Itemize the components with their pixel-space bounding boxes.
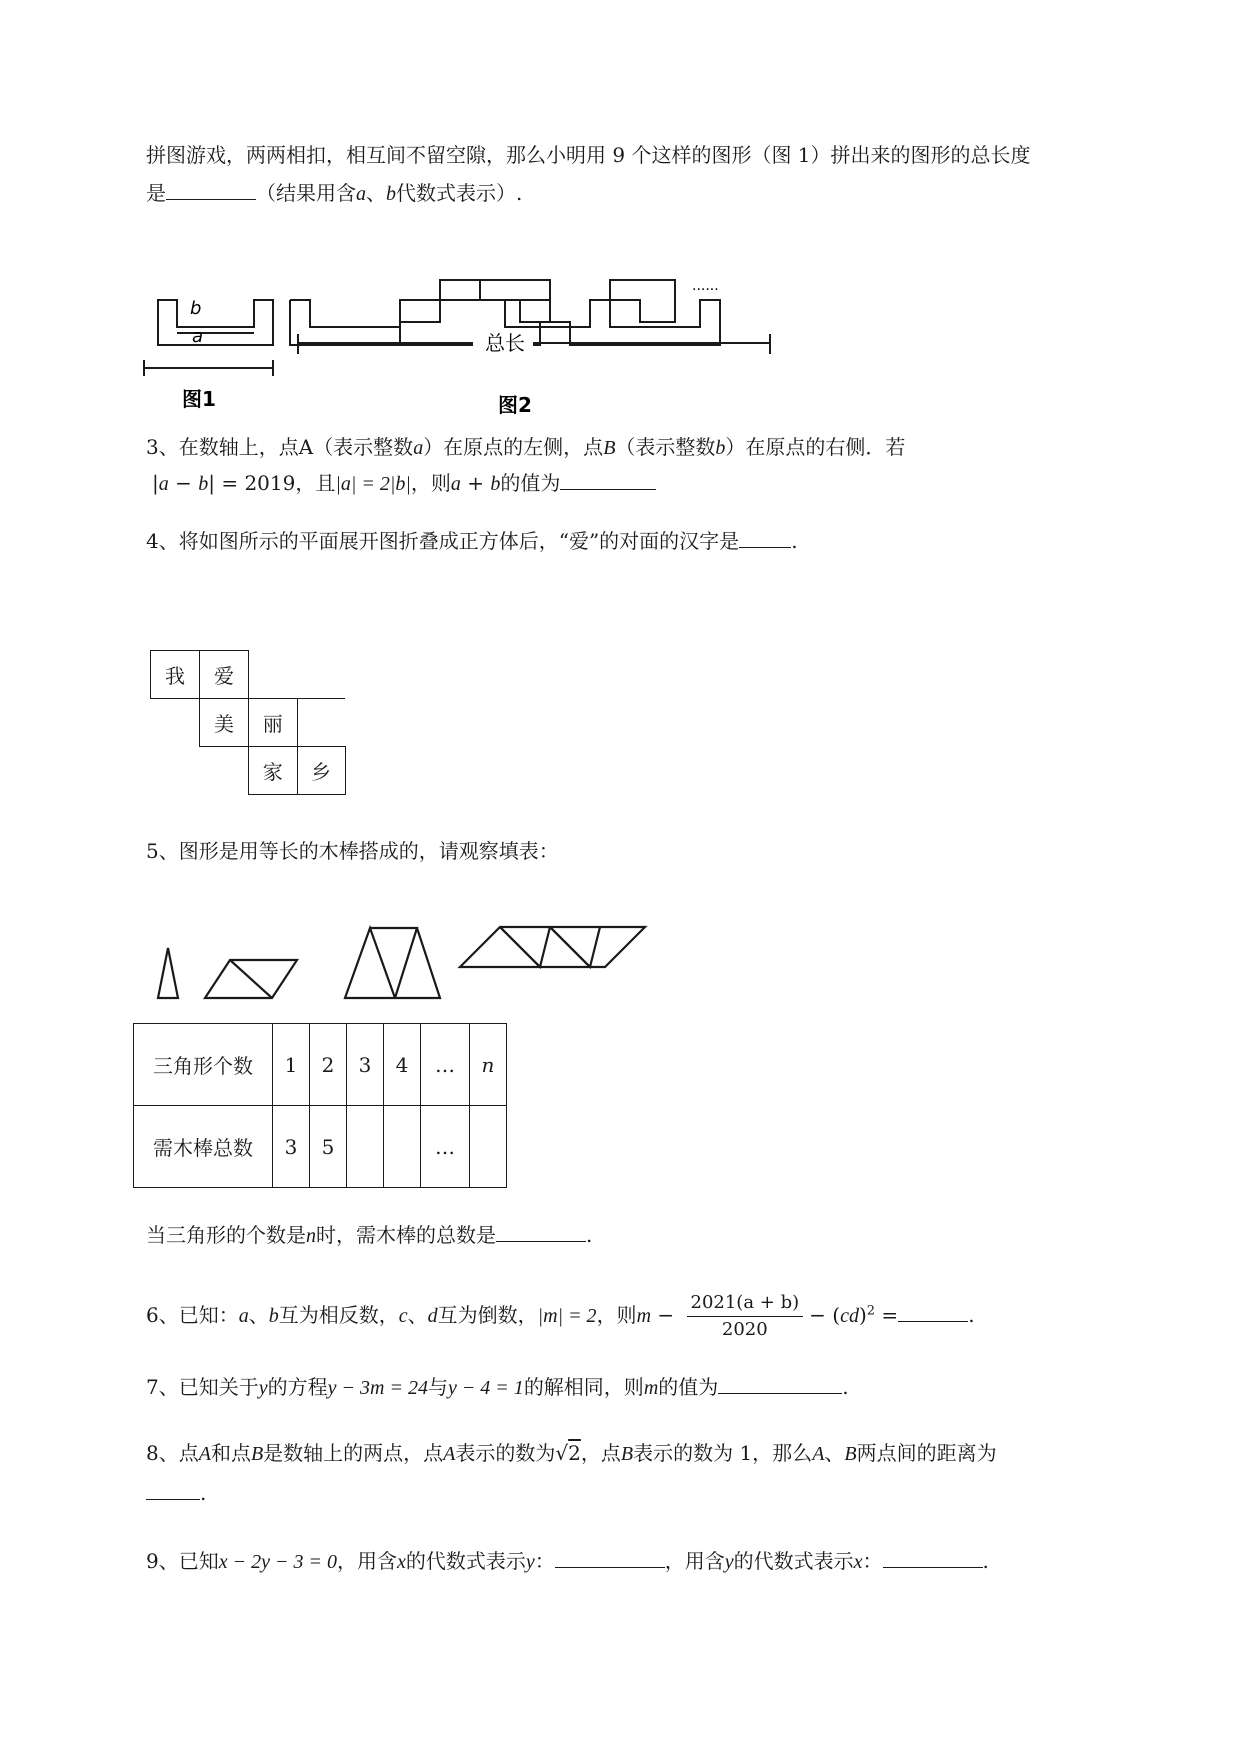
net-cell: 我 (151, 651, 200, 699)
triangles-4 (460, 927, 645, 967)
q8-line1: 8、点A和点B是数轴上的两点，点A表示的数为√2，点B表示的数为 1，那么A、B两点间的距离为 (146, 1441, 997, 1465)
q3-line2: |a − b| = 2019，且|a| = 2|b|，则a + b的值为 (152, 470, 656, 497)
q5-line: 5、图形是用等长的木棒搭成的，请观察填表： (146, 839, 559, 863)
q5-table (133, 1023, 507, 1188)
answer-blank-q9-x[interactable] (883, 1549, 983, 1568)
net-cell: 美 (200, 699, 249, 747)
table-cell: … (421, 1024, 470, 1106)
answer-blank-q6[interactable] (898, 1303, 968, 1322)
answer-blank-q3[interactable] (560, 471, 656, 490)
q5-triangles-figure (140, 910, 660, 1010)
q6-fraction: $\frac{2021(a + b)}{2020}$ (687, 1290, 804, 1343)
answer-blank-q9-y[interactable] (555, 1549, 665, 1568)
table-cell: … (421, 1106, 470, 1188)
fig1-a-label: a (192, 326, 204, 347)
net-cell: 乡 (297, 747, 345, 795)
q2-line1: 拼图游戏，两两相扣，相互间不留空隙，那么小明用 9 个这样的图形（图 1）拼出来的图形的总长度 (146, 143, 1031, 167)
cube-net (150, 650, 346, 795)
answer-blank-q2[interactable] (166, 181, 256, 200)
q5-after: 当三角形的个数是n时，需木棒的总数是 . (146, 1223, 593, 1247)
q7-line: 7、已知关于y的方程y − 3m = 24与y − 4 = 1的解相同，则m的值为 . (146, 1375, 849, 1399)
net-cell: 爱 (200, 651, 249, 699)
fig1-caption: 图1 (182, 387, 216, 411)
q8-line2: . (146, 1480, 206, 1506)
answer-blank-q7[interactable] (718, 1375, 842, 1394)
answer-blank-q4[interactable] (739, 529, 791, 548)
q2-line2: 是 （结果用含a、b代数式表示）. (146, 181, 523, 205)
q6-line: 6、已知：a、b互为相反数，c、d互为倒数，|m| = 2，则m − $\frac{2021(a + b)}{2020}$ − (cd)$^2$ = . (146, 1290, 975, 1343)
triangles-2 (205, 960, 297, 998)
net-cell: 家 (249, 747, 298, 795)
table-cell-input[interactable] (470, 1106, 507, 1188)
table-cell-input[interactable] (384, 1106, 421, 1188)
table-cell: 3 (273, 1106, 310, 1188)
table-cell-input[interactable] (347, 1106, 384, 1188)
answer-blank-q8[interactable] (146, 1481, 200, 1500)
table-cell: 1 (273, 1024, 310, 1106)
continuation-dots: ...... (692, 278, 719, 294)
fig1-shape (158, 300, 273, 345)
fig2-caption: 图2 (498, 393, 532, 417)
table-cell: 4 (384, 1024, 421, 1106)
table-cell: 5 (310, 1106, 347, 1188)
table-cell: 3 (347, 1024, 384, 1106)
fig1-b-label: b (190, 298, 202, 319)
answer-blank-q5[interactable] (496, 1223, 586, 1242)
fig2-total-label: 总长 (485, 331, 525, 355)
row1-label: 三角形个数 (134, 1024, 273, 1106)
table-cell: n (470, 1024, 507, 1106)
q9-line: 9、已知x − 2y − 3 = 0，用含x的代数式表示y： ，用含y的代数式表示x： . (146, 1549, 989, 1573)
row2-label: 需木棒总数 (134, 1106, 273, 1188)
table-cell: 2 (310, 1024, 347, 1106)
net-cell: 丽 (249, 699, 298, 747)
q4-line: 4、将如图所示的平面展开图折叠成正方体后，“爱”的对面的汉字是 . (146, 529, 798, 553)
q3-line1: 3、在数轴上，点A（表示整数a）在原点的左侧，点B（表示整数b）在原点的右侧．若 (146, 435, 906, 459)
triangles-3 (345, 928, 440, 998)
q2-figure (140, 260, 860, 420)
triangle-1 (158, 948, 178, 998)
